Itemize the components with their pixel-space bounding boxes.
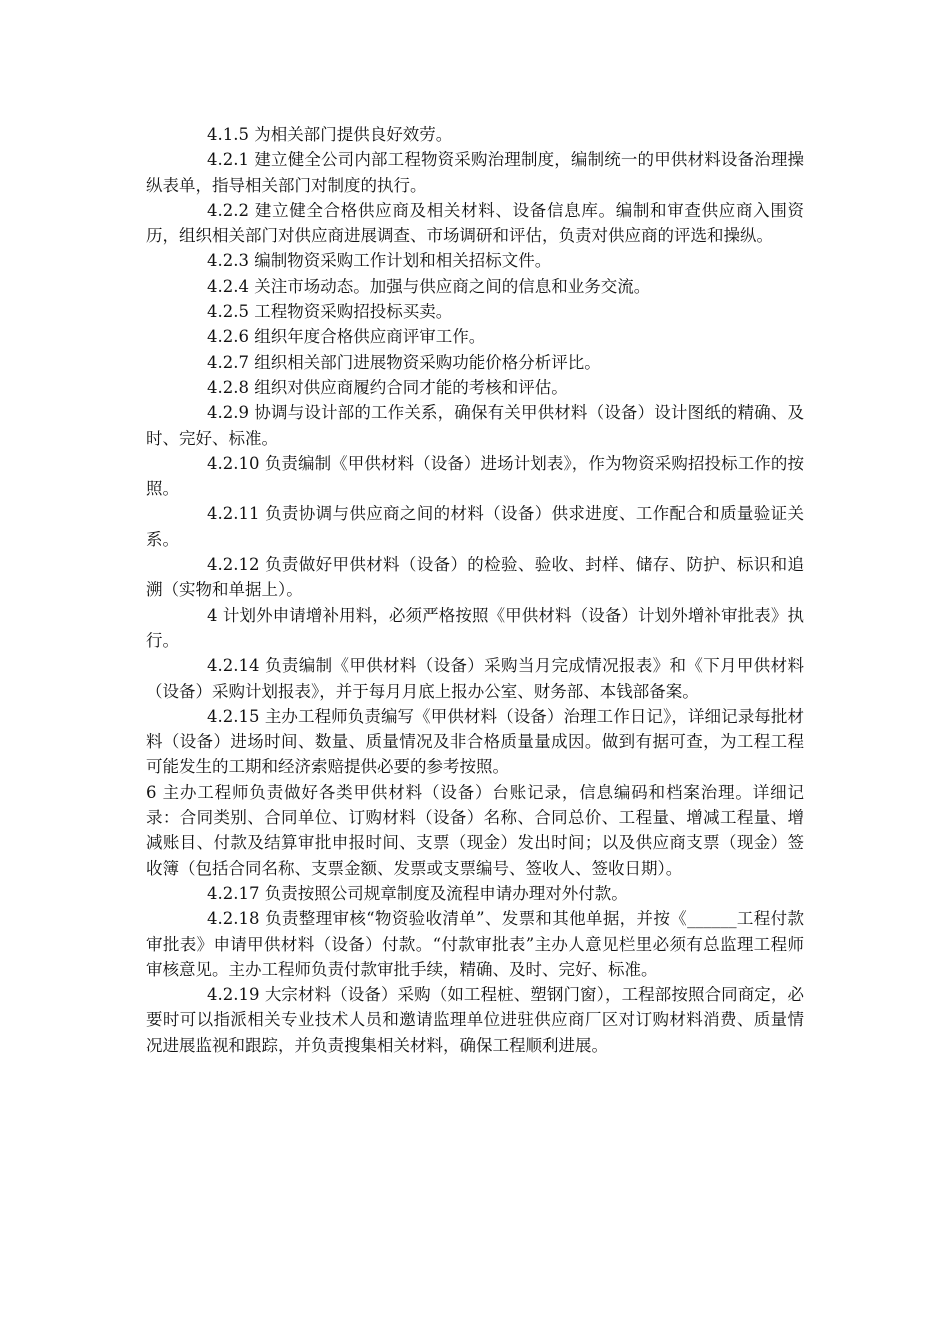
paragraph: 4.2.5 工程物资采购招投标买卖。 bbox=[207, 302, 453, 322]
paragraph: 6 主办工程师负责做好各类甲供材料（设备）台账记录，信息编码和档案治理。详细记录：合同类别、合同单位、订购材料（设备）名称、合同总价、工程量、增减工程量、增减账目、付款及结算审批申报时间、支票（现金）发出时间；以及供应商支票（现金）签收簿（包括合同名称、支票金额、发票或支票编号、签收人、签收日期）。 bbox=[146, 782, 804, 878]
paragraph: 4.2.9 协调与设计部的工作关系，确保有关甲供材料（设备）设计图纸的精确、及时、完好、标准。 bbox=[146, 403, 804, 448]
paragraph: 4.2.8 组织对供应商履约合同才能的考核和评估。 bbox=[207, 377, 568, 397]
paragraph: 4 计划外申请增补用料，必须严格按照《甲供材料（设备）计划外增补审批表》执行。 bbox=[146, 605, 804, 650]
document-body bbox=[146, 122, 804, 1058]
paragraph: 4.2.11 负责协调与供应商之间的材料（设备）供求进度、工作配合和质量验证关系。 bbox=[146, 504, 804, 549]
paragraph: 4.2.6 组织年度合格供应商评审工作。 bbox=[207, 327, 486, 347]
paragraph: 4.2.2 建立健全合格供应商及相关材料、设备信息库。编制和审查供应商入围资历，组织相关部门对供应商进展调查、市场调研和评估，负责对供应商的评选和操纵。 bbox=[146, 200, 804, 246]
paragraph: 4.2.17 负责按照公司规章制度及流程申请办理对外付款。 bbox=[207, 883, 628, 903]
paragraph: 4.2.3 编制物资采购工作计划和相关招标文件。 bbox=[207, 251, 552, 271]
paragraph: 4.2.1 建立健全公司内部工程物资采购治理制度，编制统一的甲供材料设备治理操纵表单，指导相关部门对制度的执行。 bbox=[146, 150, 804, 195]
paragraph: 4.2.10 负责编制《甲供材料（设备）进场计划表》，作为物资采购招投标工作的按照。 bbox=[146, 453, 804, 499]
paragraph: 4.2.7 组织相关部门进展物资采购功能价格分析评比。 bbox=[207, 352, 601, 372]
paragraph: 4.2.12 负责做好甲供材料（设备）的检验、验收、封样、储存、防护、标识和追溯（实物和单据上）。 bbox=[146, 555, 804, 600]
paragraph: 4.1.5 为相关部门提供良好效劳。 bbox=[207, 125, 453, 144]
paragraph: 4.2.4 关注市场动态。加强与供应商之间的信息和业务交流。 bbox=[207, 276, 651, 296]
paragraph: 4.2.15 主办工程师负责编写《甲供材料（设备）治理工作日记》，详细记录每批材料（设备）进场时间、数量、质量情况及非合格质量量成因。做到有据可查，为工程工程可能发生的工期和经济索赔提供必要的参考按照。 bbox=[146, 706, 804, 777]
paragraph: 4.2.19 大宗材料（设备）采购（如工程桩、塑钢门窗），工程部按照合同商定，必要时可以指派相关专业技术人员和邀请监理单位进驻供应商厂区对订购材料消费、质量情况进展监视和跟踪，并负责搜集相关材料，确保工程顺利进展。 bbox=[146, 985, 804, 1055]
paragraph: 4.2.18 负责整理审核“物资验收清单”、发票和其他单据，并按《______工程付款审批表》申请甲供材料（设备）付款。“付款审批表”主办人意见栏里必须有总监理工程师审核意见。主办工程师负责付款审批手续，精确、及时、完好、标准。 bbox=[146, 909, 804, 979]
paragraph: 4.2.14 负责编制《甲供材料（设备）采购当月完成情况报表》和《下月甲供材料（设备）采购计划报表》，并于每月月底上报办公室、财务部、本钱部备案。 bbox=[146, 656, 804, 701]
